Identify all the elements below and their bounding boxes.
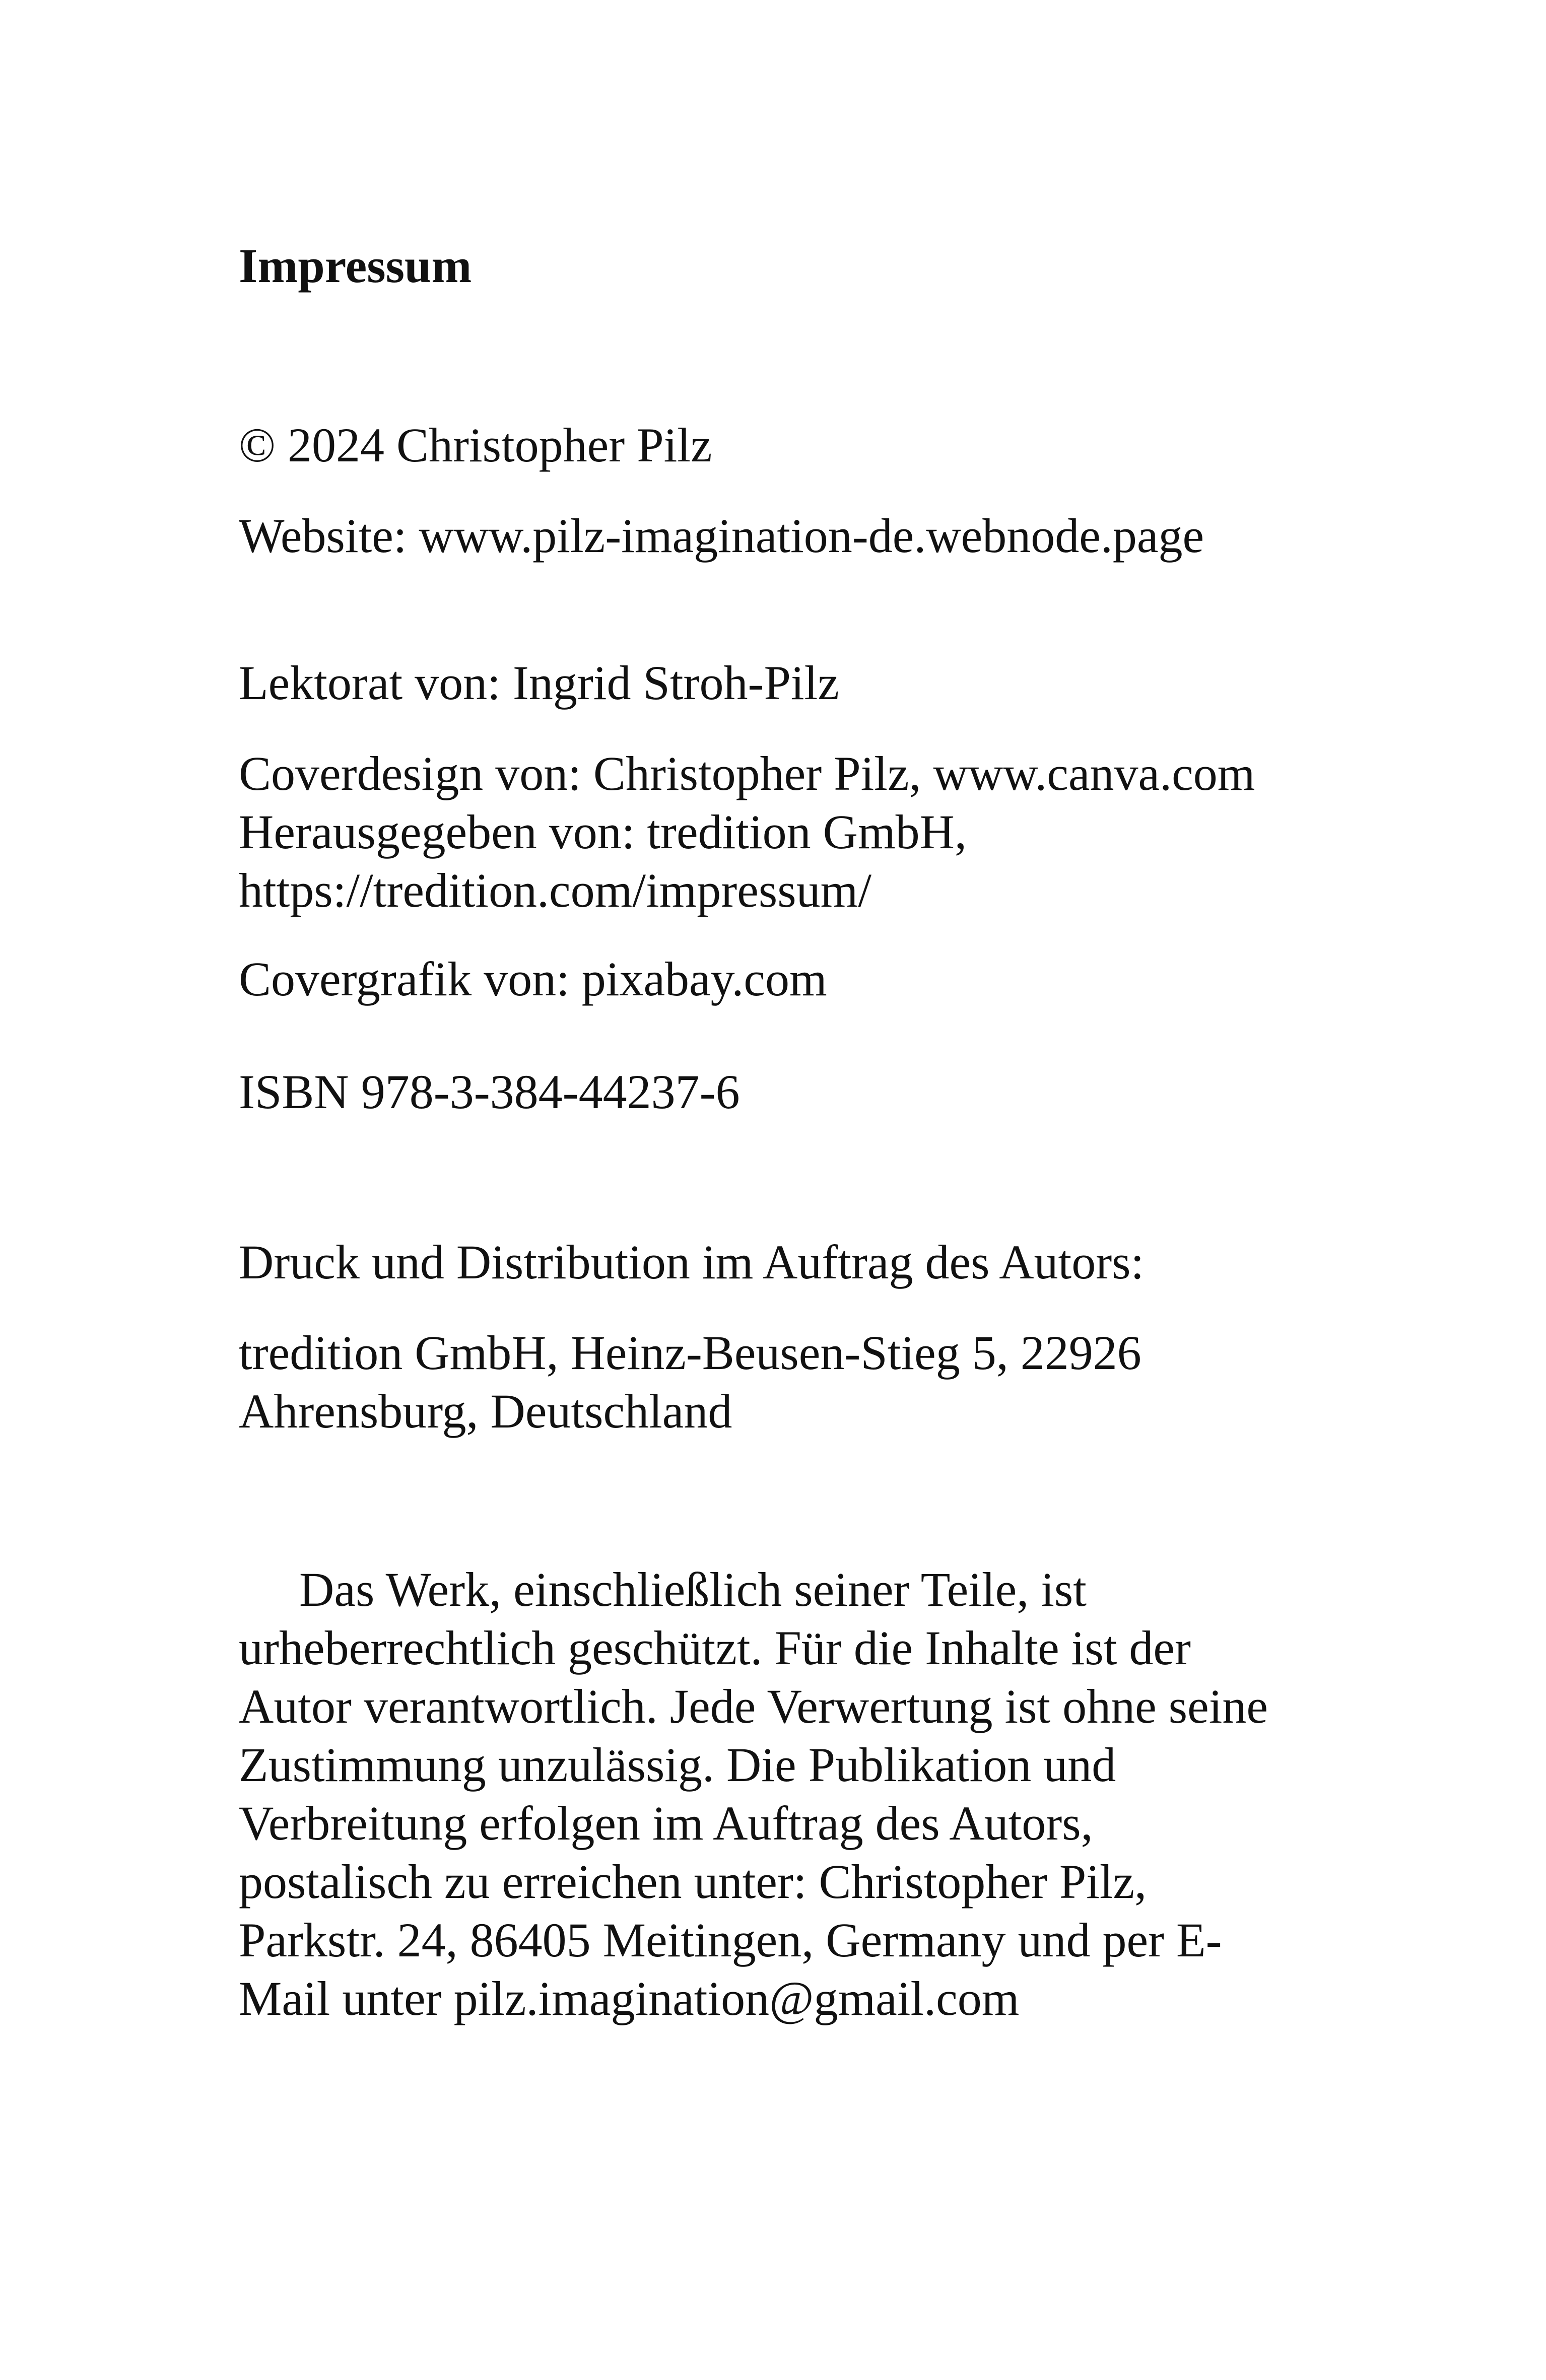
publisher-line: Herausgegeben von: tredition GmbH, — [239, 805, 967, 859]
legal-notice-line: Mail unter pilz.imagination@gmail.com — [239, 1971, 1020, 2025]
legal-notice-line: Zustimmung unzulässig. Die Publikation und — [239, 1738, 1116, 1792]
copyright-line: © 2024 Christopher Pilz — [239, 418, 712, 472]
isbn-line: ISBN 978-3-384-44237-6 — [239, 1065, 740, 1119]
page-title: Impressum — [239, 239, 472, 293]
cover-design-line: Coverdesign von: Christopher Pilz, www.canva.com — [239, 746, 1255, 800]
legal-notice-line: Verbreitung erfolgen im Auftrag des Autors, — [239, 1796, 1093, 1850]
distribution-address-line: Ahrensburg, Deutschland — [239, 1384, 732, 1438]
distribution-title: Druck und Distribution im Auftrag des Autors: — [239, 1235, 1145, 1289]
legal-notice-line: postalisch zu erreichen unter: Christopher Pilz, — [239, 1855, 1147, 1909]
legal-notice-line: urheberrechtlich geschützt. Für die Inhalte ist der — [239, 1621, 1191, 1675]
editing-line: Lektorat von: Ingrid Stroh-Pilz — [239, 656, 839, 710]
distribution-address-line: tredition GmbH, Heinz-Beusen-Stieg 5, 22926 — [239, 1326, 1141, 1380]
legal-notice-line: Das Werk, einschließlich seiner Teile, ist — [299, 1562, 1087, 1616]
publisher-url-line: https://tredition.com/impressum/ — [239, 863, 871, 917]
website-line: Website: www.pilz-imagination-de.webnode.page — [239, 509, 1204, 563]
cover-graphic-line: Covergrafik von: pixabay.com — [239, 952, 827, 1006]
legal-notice-line: Autor verantwortlich. Jede Verwertung ist ohne seine — [239, 1679, 1268, 1733]
legal-notice-line: Parkstr. 24, 86405 Meitingen, Germany und per E- — [239, 1913, 1222, 1967]
